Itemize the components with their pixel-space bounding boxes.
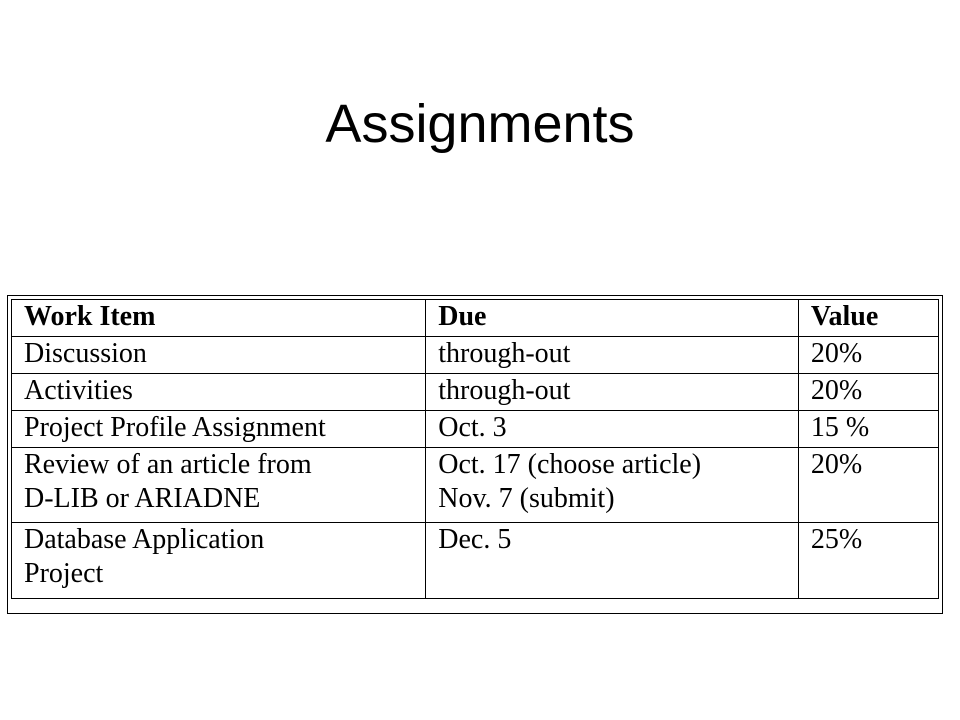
value-cell: 15 % [798,411,938,448]
cell-line: Activities [24,375,133,406]
table-row [12,337,939,374]
cell-line: Project [24,558,104,589]
due-cell [426,374,799,411]
header-value: Value [798,300,938,337]
value-cell: 20% [798,448,938,523]
cell-line: Dec. 5 [438,524,512,555]
assignments-table-frame [7,295,943,614]
due-cell [426,523,799,599]
cell-line: through-out [438,338,571,369]
table-row [12,374,939,411]
table-row [12,523,939,599]
cell-line: Oct. 3 [438,412,507,443]
work-item-cell [12,523,426,599]
cell-line: D-LIB or ARIADNE [24,483,261,514]
cell-line: Discussion [24,338,147,369]
work-item-cell [12,374,426,411]
cell-line: Database Application [24,524,265,555]
value-cell: 20% [798,374,938,411]
header-due: Due [426,300,799,337]
value-cell: 20% [798,337,938,374]
table-header-row [12,300,939,337]
slide-title: Assignments [325,94,635,154]
header-work-item: Work Item [12,300,426,337]
assignments-table [11,299,939,599]
cell-line: through-out [438,375,571,406]
work-item-cell [12,448,426,523]
due-cell [426,448,799,523]
table-row [12,448,939,523]
cell-line: Review of an article from [24,449,312,480]
table-row [12,411,939,448]
cell-line: Project Profile Assignment [24,412,326,443]
cell-line: Oct. 17 (choose article) [438,449,702,480]
due-cell [426,411,799,448]
work-item-cell [12,411,426,448]
cell-line: Nov. 7 (submit) [438,483,615,514]
work-item-cell [12,337,426,374]
value-cell: 25% [798,523,938,599]
due-cell [426,337,799,374]
